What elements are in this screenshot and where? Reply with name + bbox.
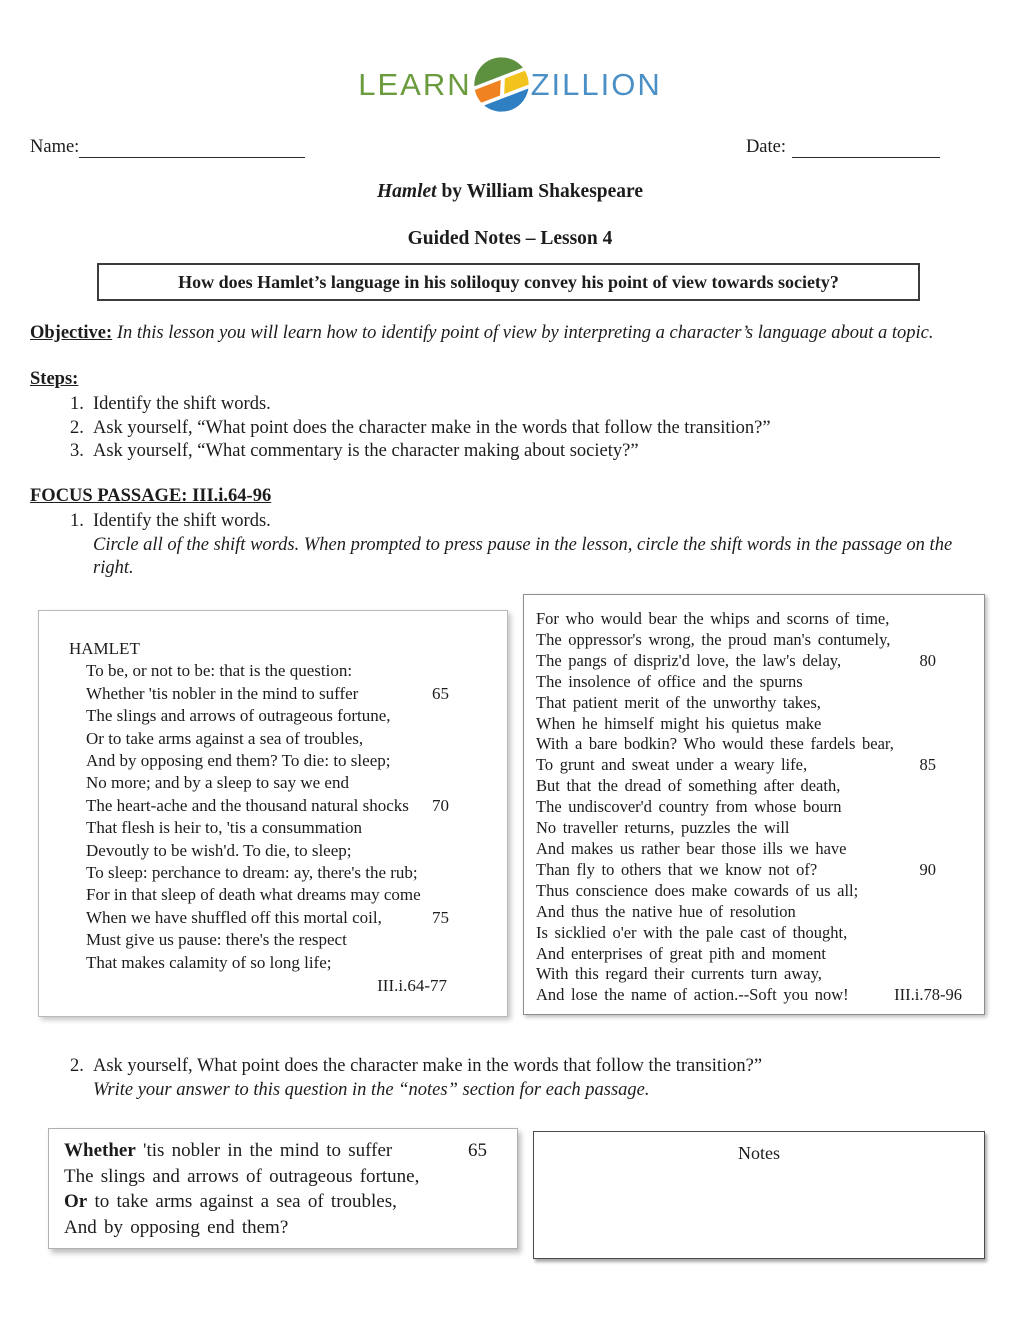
excerpt-box (48, 1128, 518, 1249)
verse-line: Must give us pause: there's the respect (86, 930, 347, 950)
verse-line: Than fly to others that we know not of? 90 (536, 859, 936, 879)
list-item: 3. Ask yourself, “What commentary is the character making about society?” (70, 441, 639, 461)
verse-line: Is sicklied o'er with the pale cast of thought, (536, 922, 848, 942)
verse-line: Whether 'tis nobler in the mind to suffer 65 (86, 683, 499, 705)
verse-line: No more; and by a sleep to say we end (86, 773, 349, 793)
objective-text: In this lesson you will learn how to identify point of view by interpreting a character’s language about a topic. (112, 323, 934, 343)
name-field (30, 137, 305, 158)
verse-line: And by opposing end them? (64, 1216, 289, 1238)
verse-line: The heart-ache and the thousand natural shocks 70 (86, 795, 499, 817)
steps-list (70, 393, 771, 464)
verse-line: And makes us rather bear those ills we have (536, 838, 847, 858)
verse-line: The pangs of dispriz'd love, the law's delay, 80 (536, 650, 936, 670)
verse-line: Whether 'tis nobler in the mind to suffer 65 (64, 1138, 511, 1164)
list-item: 1. Identify the shift words. (70, 511, 271, 531)
verse-line: With this regard their currents turn away, (536, 964, 822, 984)
verse-line: Or to take arms against a sea of troubles, (64, 1191, 397, 1212)
name-blank[interactable] (79, 139, 305, 158)
verse-line: The slings and arrows of outrageous fortune, (86, 706, 391, 726)
name-label: Name: (30, 137, 80, 157)
line-number: 65 (468, 1140, 487, 1161)
focus-passage-heading: FOCUS PASSAGE: III.i.64-96 (30, 486, 272, 506)
line-number: 75 (432, 907, 449, 927)
logo-learn-text: LEARN (358, 67, 472, 102)
list-item: 2. Ask yourself, What point does the character make in the words that follow the transition?” (70, 1056, 763, 1076)
title-italic: Hamlet (377, 181, 437, 202)
step2-instruction: Write your answer to this question in the “notes” section for each passage. (93, 1080, 650, 1100)
passage-box-left (38, 610, 508, 1017)
verse-line: That patient merit of the unworthy takes, (536, 692, 821, 712)
line-citation: III.i.78-96 (894, 985, 962, 1005)
notes-title: Notes (738, 1143, 780, 1163)
verse-line: For in that sleep of death what dreams may come (86, 885, 421, 905)
verse-line: The oppressor's wrong, the proud man's contumely, (536, 629, 891, 649)
verse-line: And lose the name of action.--Soft you now! III.i.78-96 (536, 985, 962, 1005)
essential-question-text: How does Hamlet’s language in his soliloquy convey his point of view towards society? (178, 271, 839, 292)
verse-line: That flesh is heir to, 'tis a consummation (86, 818, 362, 838)
passage-left-citation: III.i.64-77 (377, 976, 447, 996)
passage-box-right (523, 594, 985, 1015)
line-number: 90 (919, 859, 936, 879)
essential-question-box (97, 263, 920, 301)
verse-line: Thus conscience does make cowards of us all; (536, 880, 859, 900)
date-blank[interactable] (792, 139, 940, 158)
list-item: 1. Identify the shift words. (70, 394, 271, 414)
focus-step-list (70, 510, 271, 534)
verse-line: And thus the native hue of resolution (536, 901, 796, 921)
step2-list (70, 1055, 762, 1079)
verse-line: Devoutly to be wish'd. To die, to sleep; (86, 840, 352, 860)
verse-line: That makes calamity of so long life; (86, 952, 332, 972)
verse-line: For who would bear the whips and scorns of time, (536, 609, 890, 628)
line-number: 65 (432, 683, 449, 703)
learnzillion-logo (358, 56, 662, 113)
page-subtitle: Guided Notes – Lesson 4 (407, 228, 613, 249)
passage-left-lines (86, 660, 499, 974)
excerpt-lines (64, 1138, 511, 1240)
verse-line: And enterprises of great pith and moment (536, 943, 826, 963)
date-field (746, 137, 940, 158)
verse-line: And by opposing end them? To die: to sleep; (86, 751, 391, 771)
focus-instruction: Circle all of the shift words. When prompted to press pause in the lesson, circle the shift words in the passage on the right. (93, 535, 953, 578)
line-number: 70 (432, 795, 449, 815)
verse-line: To be, or not to be: that is the question: (86, 661, 353, 681)
list-item: 2. Ask yourself, “What point does the character make in the words that follow the transition?” (70, 417, 771, 438)
verse-line: The slings and arrows of outrageous fortune, (64, 1165, 420, 1187)
steps-label: Steps: (30, 369, 79, 389)
passage-right-lines (536, 609, 978, 1006)
verse-line: To sleep: perchance to dream: ay, there's the rub; (86, 863, 418, 883)
line-number: 80 (919, 650, 936, 670)
name-date-row (30, 137, 940, 158)
verse-line: With a bare bodkin? Who would these fardels bear, (536, 734, 894, 754)
logo-zillion-text: ZILLION (530, 67, 662, 102)
verse-line: The undiscover'd country from whose bourn (536, 797, 842, 817)
verse-line: No traveller returns, puzzles the will (536, 818, 790, 838)
objective-label: Objective: (30, 323, 113, 343)
page-title (0, 181, 1020, 203)
logo-row (0, 56, 1020, 113)
line-number: 85 (919, 755, 936, 775)
globe-icon (473, 56, 530, 113)
verse-line: The insolence of office and the spurns (536, 671, 803, 691)
verse-line: To grunt and sweat under a weary life, 85 (536, 755, 936, 775)
verse-line: But that the dread of something after death, (536, 776, 841, 796)
date-label: Date: (745, 137, 786, 157)
verse-line: Or to take arms against a sea of troubles, (86, 728, 364, 748)
speaker-name: HAMLET (69, 639, 140, 658)
verse-line: When he himself might his quietus make (536, 713, 822, 733)
notes-box[interactable] (533, 1131, 985, 1259)
title-rest: by William Shakespeare (436, 181, 643, 202)
verse-line: When we have shuffled off this mortal coil, 75 (86, 907, 499, 929)
objective-paragraph (30, 322, 988, 346)
